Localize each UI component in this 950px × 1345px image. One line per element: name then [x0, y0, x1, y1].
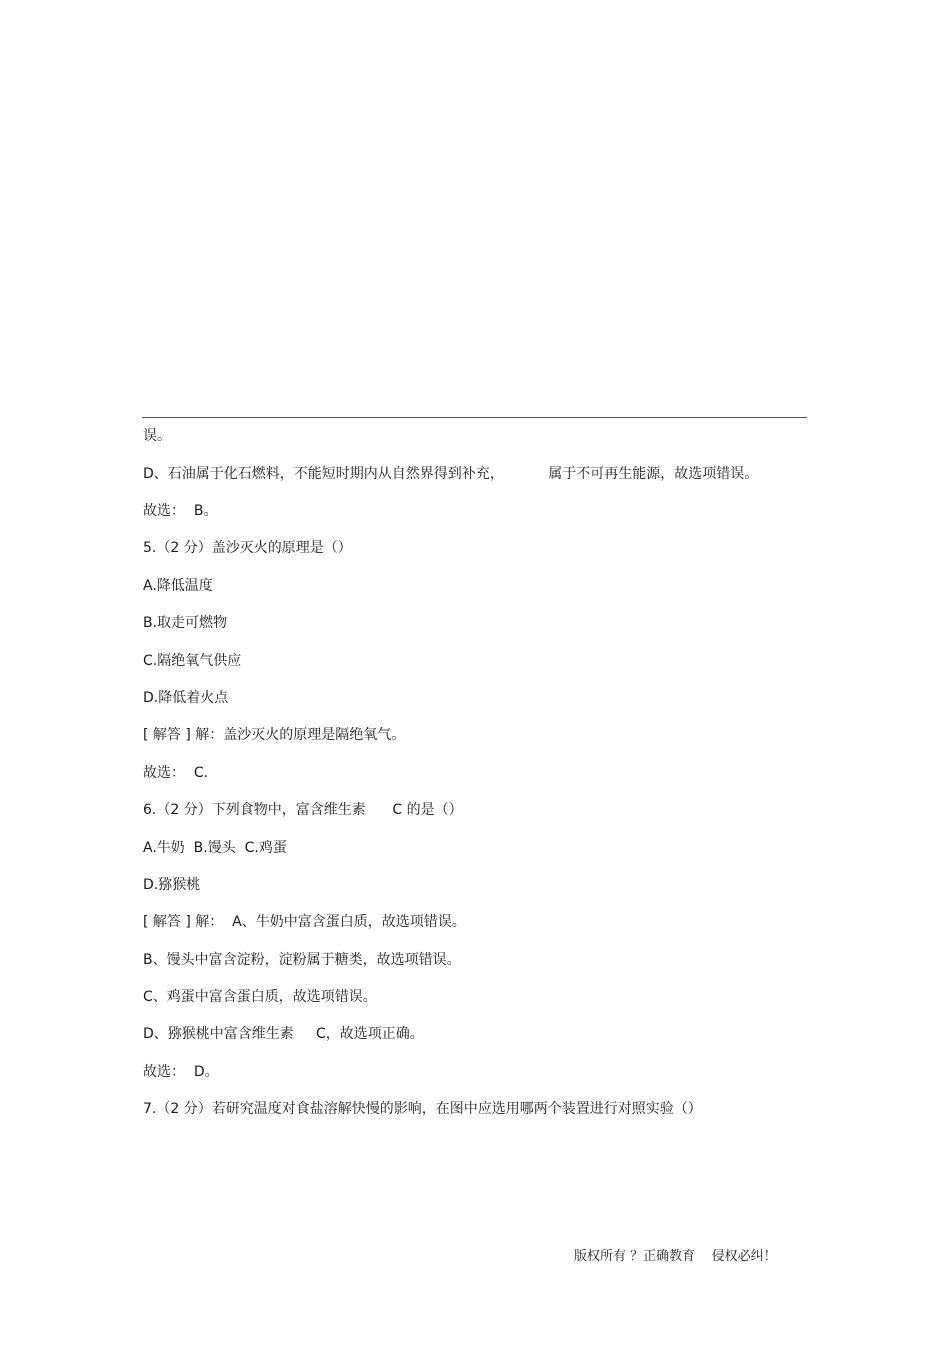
- question-5-option-d: D.降低着火点: [143, 690, 229, 706]
- question-6-stem: 6.（2 分）下列食物中，富含维生素 C 的是（）: [143, 802, 463, 818]
- question-5-option-a: A.降低温度: [143, 578, 213, 594]
- question-6-solution-d: D、猕猴桃中富含维生素 C，故选项正确。: [143, 1026, 424, 1042]
- question-5-solution: [ 解答 ] 解：盖沙灭火的原理是隔绝氧气。: [143, 727, 406, 743]
- question-6-options-abc: A.牛奶 B.馒头 C.鸡蛋: [143, 840, 287, 856]
- text-line-option-d-explanation: D、石油属于化石燃料，不能短时期内从自然界得到补充， 属于不可再生能源，故选项错误。: [143, 466, 759, 482]
- question-6-solution-c: C、鸡蛋中富含蛋白质，故选项错误。: [143, 989, 377, 1005]
- copyright-footer: 版权所有 ？正确教育 侵权必纠！: [574, 1249, 777, 1264]
- question-6-option-d: D.猕猴桃: [143, 877, 201, 893]
- question-5-answer: 故选： C.: [143, 765, 209, 781]
- question-5-option-b: B.取走可燃物: [143, 615, 228, 631]
- question-6-answer: 故选： D。: [143, 1064, 219, 1080]
- text-line-continuation: 误。: [143, 428, 171, 444]
- text-line-q4-answer: 故选： B。: [143, 503, 218, 519]
- question-6-solution-a: [ 解答 ] 解： A、牛奶中富含蛋白质，故选项错误。: [143, 914, 466, 930]
- question-7-stem: 7.（2 分）若研究温度对食盐溶解快慢的影响，在图中应选用哪两个装置进行对照实验（）: [143, 1101, 702, 1117]
- question-5-stem: 5.（2 分）盖沙灭火的原理是（）: [143, 540, 352, 556]
- header-divider: [142, 417, 807, 418]
- question-5-option-c: C.隔绝氧气供应: [143, 653, 242, 669]
- question-6-solution-b: B、馒头中富含淀粉，淀粉属于糖类，故选项错误。: [143, 952, 461, 968]
